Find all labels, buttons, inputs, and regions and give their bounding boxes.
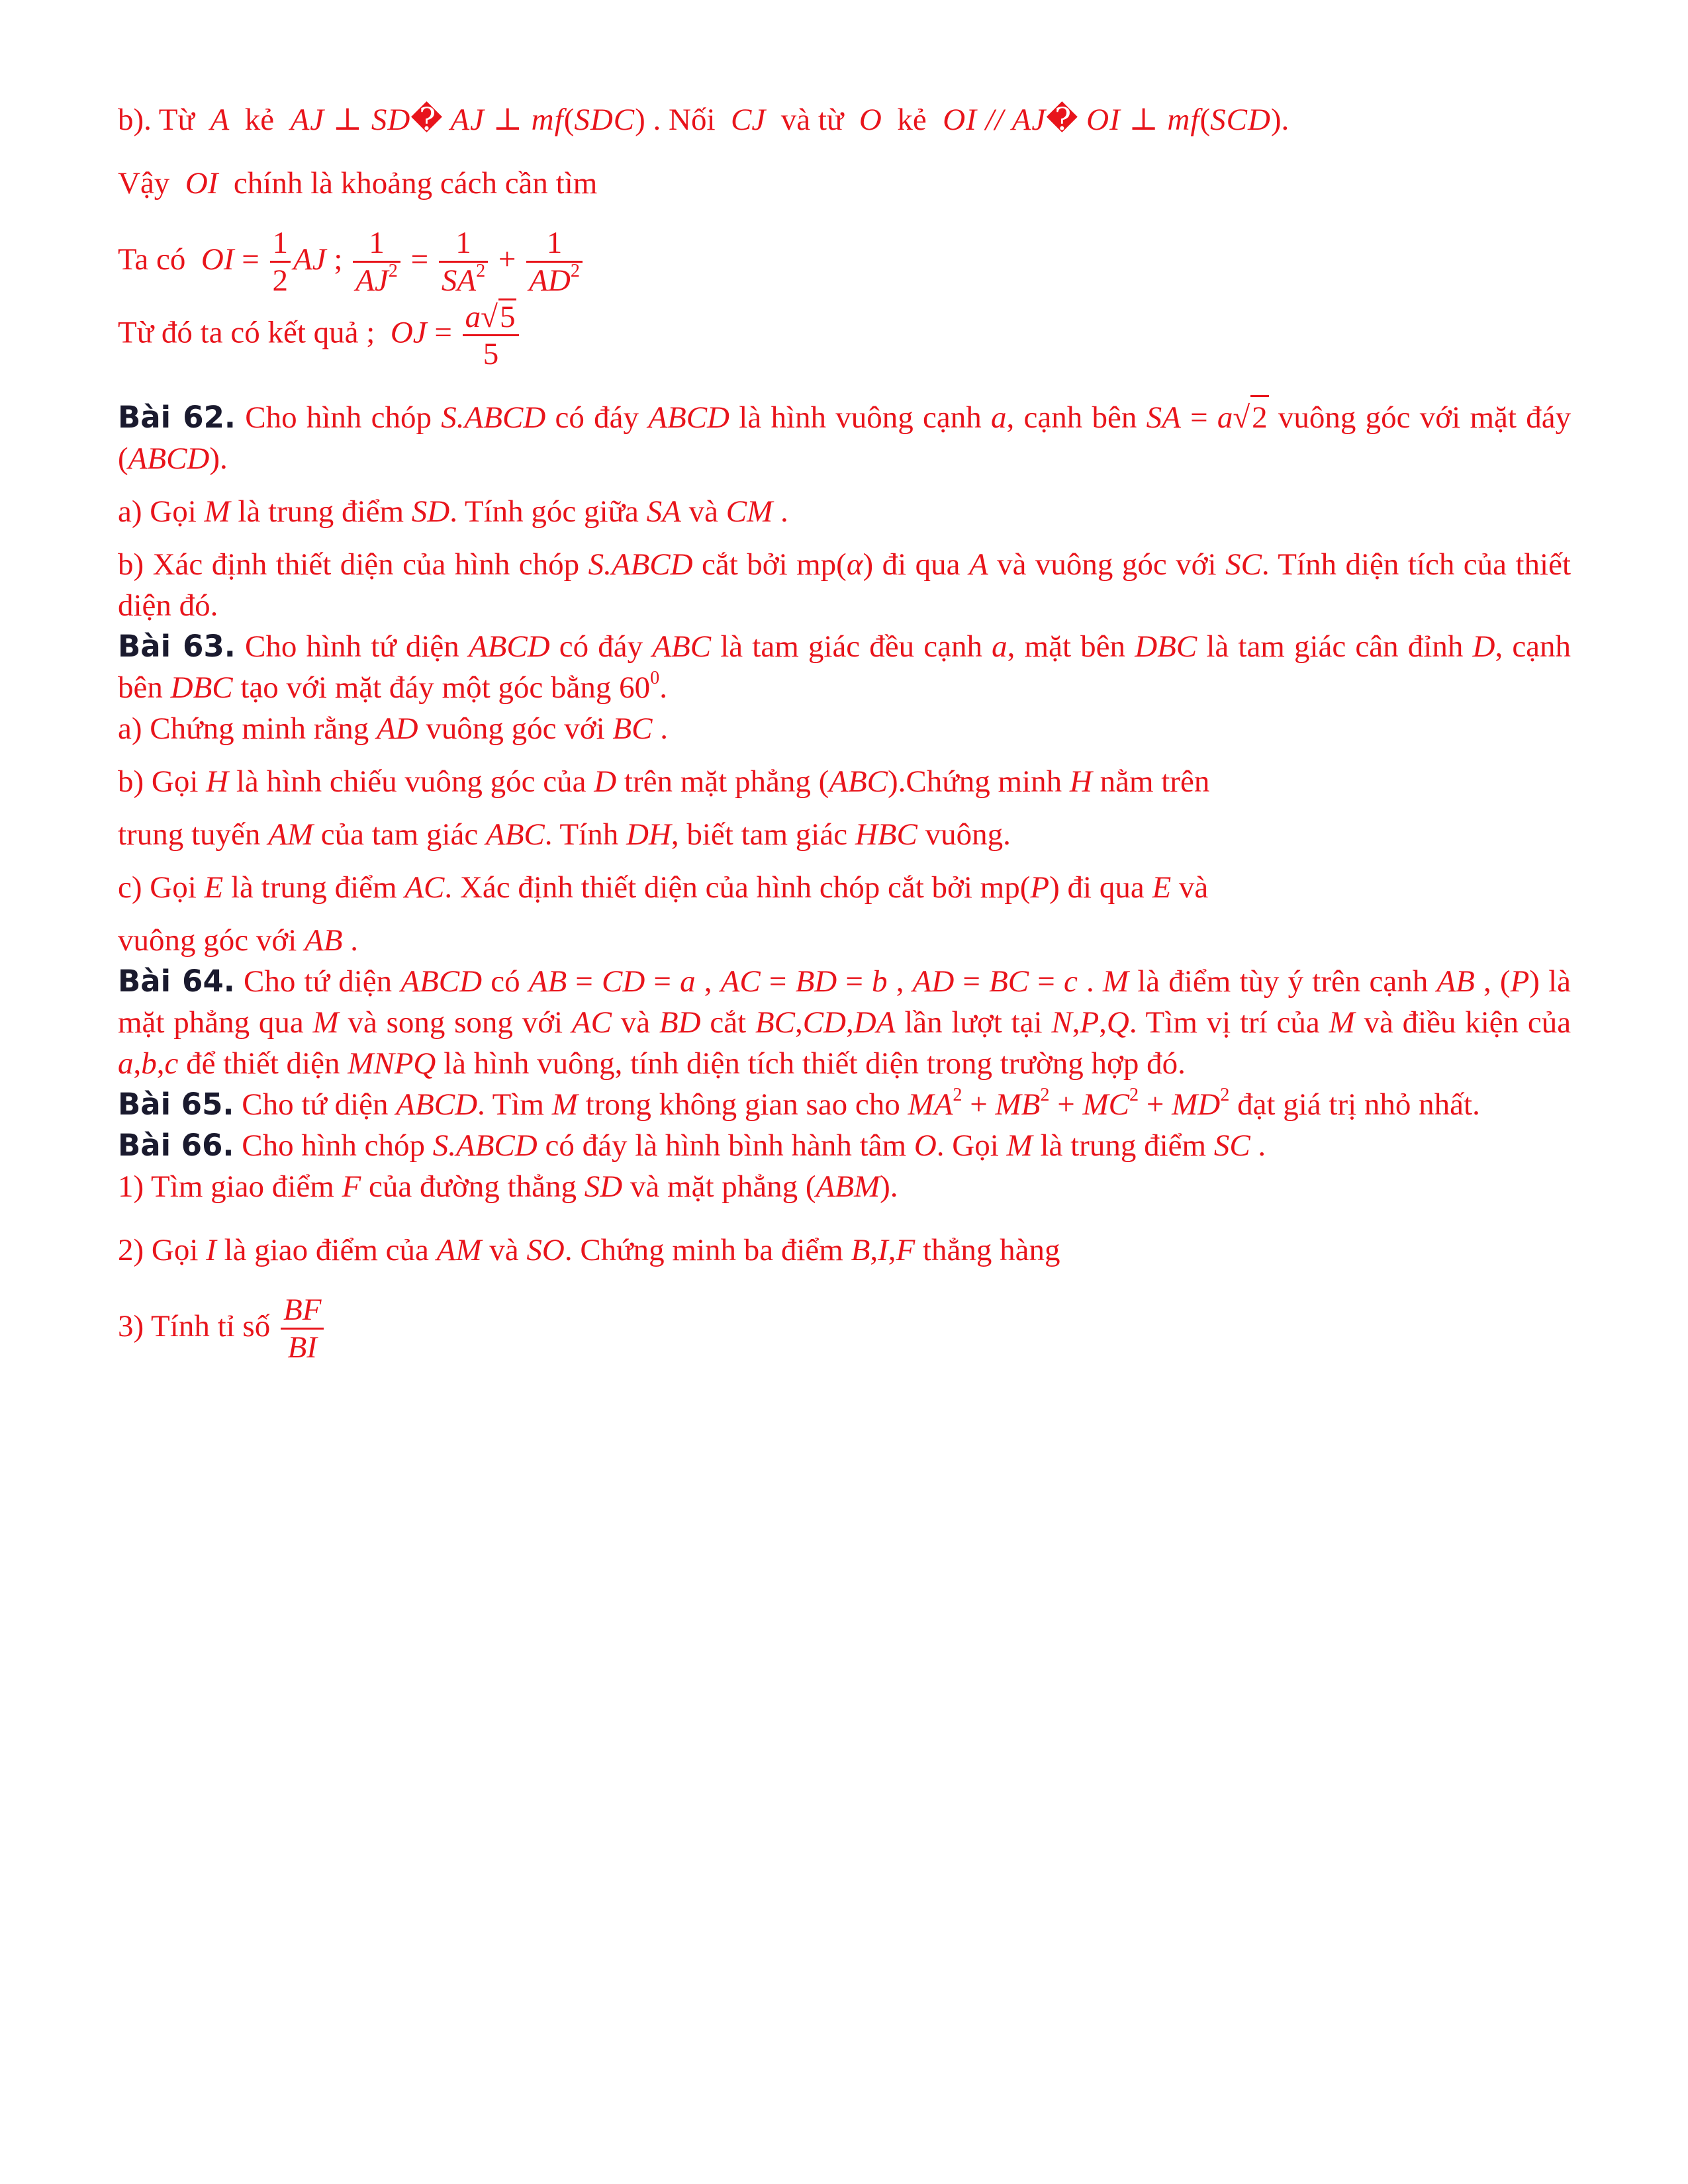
bai66-q1: 1) Tìm giao điểm F của đường thẳng SD và mặt phẳng (ABM). [118,1169,898,1205]
bai63-part-a: a) Chứng minh rằng AD vuông góc với BC . [118,711,668,746]
bai66-statement: Bài 66. Cho hình chóp S.ABCD có đáy là hình bình hành tâm O. Gọi M là trung điểm SC . [118,1128,1266,1163]
bai66-q3: 3) Tính tỉ số $\frac{BF}{BI}$ [118,1293,1571,1365]
bai62-title: Bài 62. [118,399,236,435]
bai64-title: Bài 64. [118,963,235,999]
line-taco: Ta có OI = $\frac{1}{2}$ AJ ; $\frac{1}{AJ^2}$ = $\frac{1}{SA^2}$ + $\frac{1}{AD^2}$ [118,226,1571,298]
bai63-part-b1: b) Gọi H là hình chiếu vuông góc của D trên mặt phẳng (ABC).Chứng minh H nằm trên [118,764,1210,799]
bai64-statement: Bài 64. Cho tứ diện ABCD có AB = CD = a , AC = BD = b , AD = BC = c . M là điểm tùy ý trên cạnh AB , (P) là mặt phẳng qua M và song song với AC và BD cắt BC,CD,DA lần lượt tại N,P,Q. Tìm vị trí của M và điều kiện của a,b,c để thiết diện MNPQ là hình vuông, tính diện tích thiết diện trong trường hợp đó. [118,963,1571,1081]
bai63-part-c1: c) Gọi E là trung điểm AC. Xác định thiết diện của hình chóp cắt bởi mp(P) đi qua E và [118,870,1209,905]
bai63-statement: Bài 63. Cho hình tứ diện ABCD có đáy ABC là tam giác đều cạnh a, mặt bên DBC là tam giác cân đỉnh D, cạnh bên DBC tạo với mặt đáy một góc bằng $60^0$. [118,628,1571,705]
bai62-part-a: a) Gọi M là trung điểm SD. Tính góc giữa SA và CM . [118,494,788,529]
bai66-title: Bài 66. [118,1128,234,1163]
bai62-statement: Bài 62. Cho hình chóp S.ABCD có đáy ABCD là hình vuông cạnh a, cạnh bên SA = a√2 vuông góc với mặt đáy (ABCD). [118,395,1571,479]
line-vay: Vậy OI chính là khoảng cách cần tìm [118,166,598,201]
bai65-title: Bài 65. [118,1087,234,1122]
bai62-part-b: b) Xác định thiết diện của hình chóp S.ABCD cắt bởi mp(α) đi qua A và vuông góc với SC. Tính diện tích của thiết diện đó. [118,547,1571,623]
line-b-part: b). Từ A kẻ AJ ⊥ SD� AJ ⊥ mf(SDC) . Nối CJ và từ O kẻ OI // AJ� OI ⊥ mf(SCD). [118,103,1289,137]
replacement-glyph: � [1046,103,1078,137]
line-tudo: Từ đó ta có kết quả ; OJ = $\frac{a√5}{5}$ [118,298,1571,373]
bai66-q2: 2) Gọi I là giao điểm của AM và SO. Chứng minh ba điểm B,I,F thẳng hàng [118,1233,1060,1268]
bai63-part-b2: trung tuyến AM của tam giác ABC. Tính DH, biết tam giác HBC vuông. [118,817,1011,852]
document-page [118,99,1571,1365]
bai65-statement: Bài 65. Cho tứ diện ABCD. Tìm M trong không gian sao cho $MA^2 + MB^2 + MC^2 + MD^2$ đạt giá trị nhỏ nhất. [118,1084,1480,1122]
bai63-title: Bài 63. [118,628,236,664]
bai63-part-c2: vuông góc với AB . [118,923,358,958]
replacement-glyph: � [410,103,443,137]
